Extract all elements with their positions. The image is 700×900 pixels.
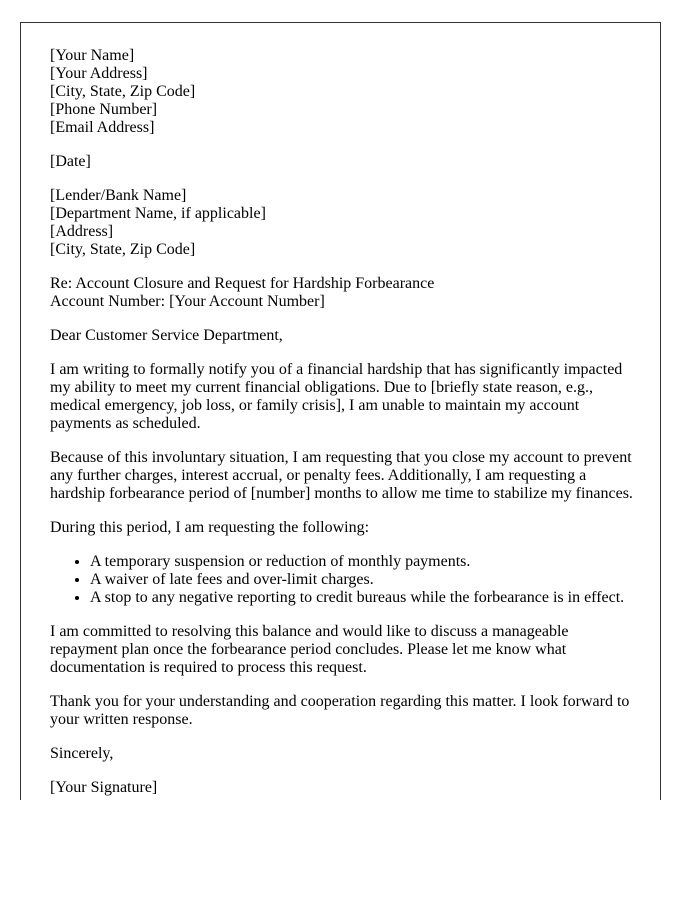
paragraph-thank-you: Thank you for your understanding and cooperation regarding this matter. I look forward to your written response.: [50, 693, 630, 728]
paragraph-hardship-notice: I am writing to formally notify you of a financial hardship that has significantly impacted my ability to meet my current financial obligations. Due to [briefly state reason, e.g., medical emergency, job loss, or family crisis], I am unable to maintain my account payments as scheduled.: [50, 361, 623, 432]
sender-name-line: [Your Name]: [50, 47, 135, 64]
paragraph-closure-request: Because of this involuntary situation, I am requesting that you close my account to prevent any further charges, interest accrual, or penalty fees. Additionally, I am requesting a hardship forbearance period of [number] months to allow me time to stabilize my finances.: [50, 449, 633, 502]
sender-phone-line: [Phone Number]: [50, 101, 158, 118]
sender-address-line: [Your Address]: [50, 65, 148, 82]
paragraph-commitment: I am committed to resolving this balance and would like to discuss a manageable repayment plan once the forbearance period concludes. Please let me know what documentation is required to process this request.: [50, 623, 569, 676]
recipient-address-line: [Address]: [50, 223, 114, 240]
letter-page: [20, 22, 661, 800]
recipient-lender-name-line: [Lender/Bank Name]: [50, 187, 187, 204]
salutation: Dear Customer Service Department,: [50, 327, 283, 344]
request-item-suspension: • A temporary suspension or reduction of monthly payments.: [90, 553, 637, 571]
recipient-city-state-zip-line: [City, State, Zip Code]: [50, 241, 196, 258]
sign-off: Sincerely,: [50, 745, 114, 762]
sender-city-state-zip-line: [City, State, Zip Code]: [50, 83, 196, 100]
recipient-address-block: [50, 187, 637, 259]
request-item-credit-reporting: • A stop to any negative reporting to credit bureaus while the forbearance is in effect.: [90, 589, 637, 607]
signature-placeholder: [Your Signature]: [50, 779, 158, 796]
subject-account-number-line: Account Number: [Your Account Number]: [50, 293, 325, 310]
date-line: [Date]: [50, 153, 91, 170]
request-item-fee-waiver: • A waiver of late fees and over-limit charges.: [90, 571, 637, 589]
sender-email-line: [Email Address]: [50, 119, 155, 136]
subject-re-line: Re: Account Closure and Request for Hardship Forbearance: [50, 275, 435, 292]
paragraph-requests-intro: During this period, I am requesting the following:: [50, 519, 370, 536]
subject-block: [50, 275, 637, 311]
sender-address-block: [50, 47, 637, 137]
request-list: [50, 553, 637, 607]
recipient-department-line: [Department Name, if applicable]: [50, 205, 266, 222]
